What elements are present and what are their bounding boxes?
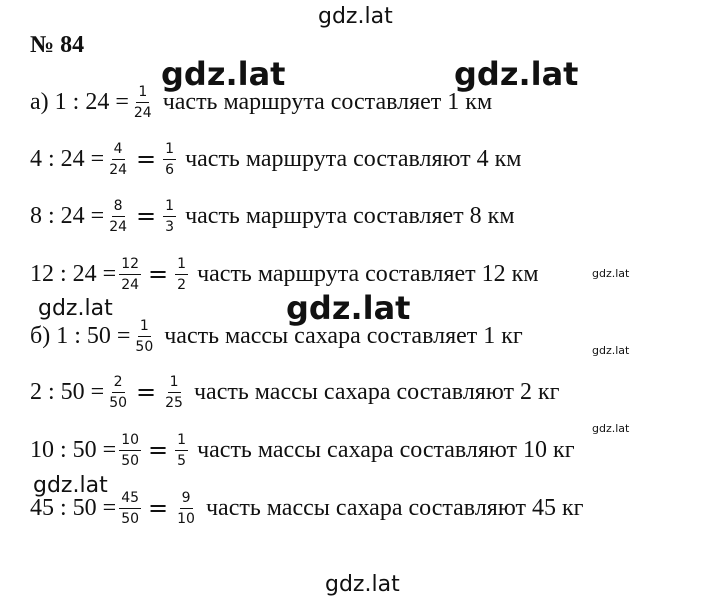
equals-sign: =: [148, 436, 169, 464]
fraction-numerator: 2: [112, 375, 125, 393]
expression: 10 : 50 =: [30, 436, 117, 463]
watermark-big: gdz.lat: [286, 289, 411, 327]
watermark-small: gdz.lat: [592, 422, 630, 435]
fraction: [175, 491, 197, 526]
fraction-numerator: 10: [119, 433, 141, 451]
answer-text: часть массы сахара составляет 1 кг: [164, 322, 523, 349]
expression: 12 : 24 =: [30, 260, 117, 287]
fraction-denominator: 24: [133, 104, 152, 121]
watermark-small: gdz.lat: [592, 344, 630, 357]
equals-sign: =: [148, 494, 169, 522]
equals-sign: =: [136, 145, 157, 173]
fraction-denominator: 24: [109, 161, 128, 178]
fraction-numerator: 8: [112, 199, 125, 217]
solution-line: [30, 250, 539, 298]
expression: б) 1 : 50 =: [30, 322, 131, 349]
answer-text: часть маршрута составляет 1 км: [162, 88, 493, 115]
fraction-denominator: 50: [135, 338, 154, 355]
answer-text: часть массы сахара составляют 10 кг: [197, 436, 575, 463]
fraction-denominator: 24: [121, 276, 140, 293]
solution-line: [30, 78, 492, 126]
fraction: [119, 433, 141, 468]
fraction-denominator: 25: [165, 394, 183, 411]
watermark-lower-left: gdz.lat: [33, 473, 108, 498]
fraction-numerator: 12: [119, 257, 141, 275]
answer-text: часть маршрута составляет 8 км: [185, 202, 515, 229]
watermark-top: gdz.lat: [318, 4, 393, 29]
solution-line: [30, 484, 583, 532]
fraction-numerator: 1: [163, 142, 176, 160]
fraction-denominator: 6: [165, 161, 175, 178]
watermark-small: gdz.lat: [592, 267, 630, 280]
problem-title: № 84: [30, 32, 85, 58]
fraction: [119, 491, 141, 526]
fraction-denominator: 24: [109, 218, 128, 235]
expression: 4 : 24 =: [30, 145, 105, 172]
fraction-numerator: 1: [175, 257, 188, 275]
fraction-denominator: 5: [177, 452, 187, 469]
equals-sign: =: [148, 260, 169, 288]
fraction-numerator: 1: [175, 433, 188, 451]
expression: 8 : 24 =: [30, 202, 105, 229]
expression: 45 : 50 =: [30, 494, 117, 521]
fraction: [119, 257, 141, 292]
expression: а) 1 : 24 =: [30, 88, 129, 115]
fraction-numerator: 4: [112, 142, 125, 160]
fraction-denominator: 50: [121, 452, 140, 469]
fraction-numerator: 1: [168, 375, 181, 393]
fraction: [107, 375, 129, 410]
expression: 2 : 50 =: [30, 378, 105, 405]
fraction: [133, 319, 155, 354]
fraction: [175, 257, 188, 292]
equals-sign: =: [136, 378, 157, 406]
solution-line: [30, 312, 523, 360]
solution-line: [30, 426, 575, 474]
equals-sign: =: [136, 202, 157, 230]
fraction: [107, 142, 129, 177]
answer-text: часть массы сахара составляют 2 кг: [193, 378, 560, 405]
fraction: [163, 199, 176, 234]
fraction: [163, 375, 185, 410]
fraction-numerator: 1: [138, 319, 151, 337]
fraction-numerator: 1: [136, 85, 149, 103]
solution-line: [30, 368, 559, 416]
solution-line: [30, 135, 521, 183]
fraction: [175, 433, 188, 468]
watermark-big: gdz.lat: [161, 55, 286, 93]
fraction-denominator: 50: [121, 510, 140, 527]
fraction-numerator: 1: [163, 199, 176, 217]
fraction-denominator: 10: [177, 510, 195, 527]
fraction: [163, 142, 176, 177]
fraction-numerator: 9: [180, 491, 193, 509]
watermark-bottom: gdz.lat: [325, 572, 400, 597]
fraction-denominator: 2: [177, 276, 187, 293]
fraction: [107, 199, 129, 234]
answer-text: часть массы сахара составляют 45 кг: [205, 494, 584, 521]
watermark-mid-left: gdz.lat: [38, 296, 113, 321]
answer-text: часть маршрута составляет 12 км: [197, 260, 539, 287]
fraction: [132, 85, 154, 120]
answer-text: часть маршрута составляют 4 км: [185, 145, 522, 172]
watermark-big: gdz.lat: [454, 55, 579, 93]
fraction-numerator: 45: [119, 491, 141, 509]
fraction-denominator: 3: [165, 218, 175, 235]
fraction-denominator: 50: [109, 394, 128, 411]
solution-line: [30, 192, 515, 240]
